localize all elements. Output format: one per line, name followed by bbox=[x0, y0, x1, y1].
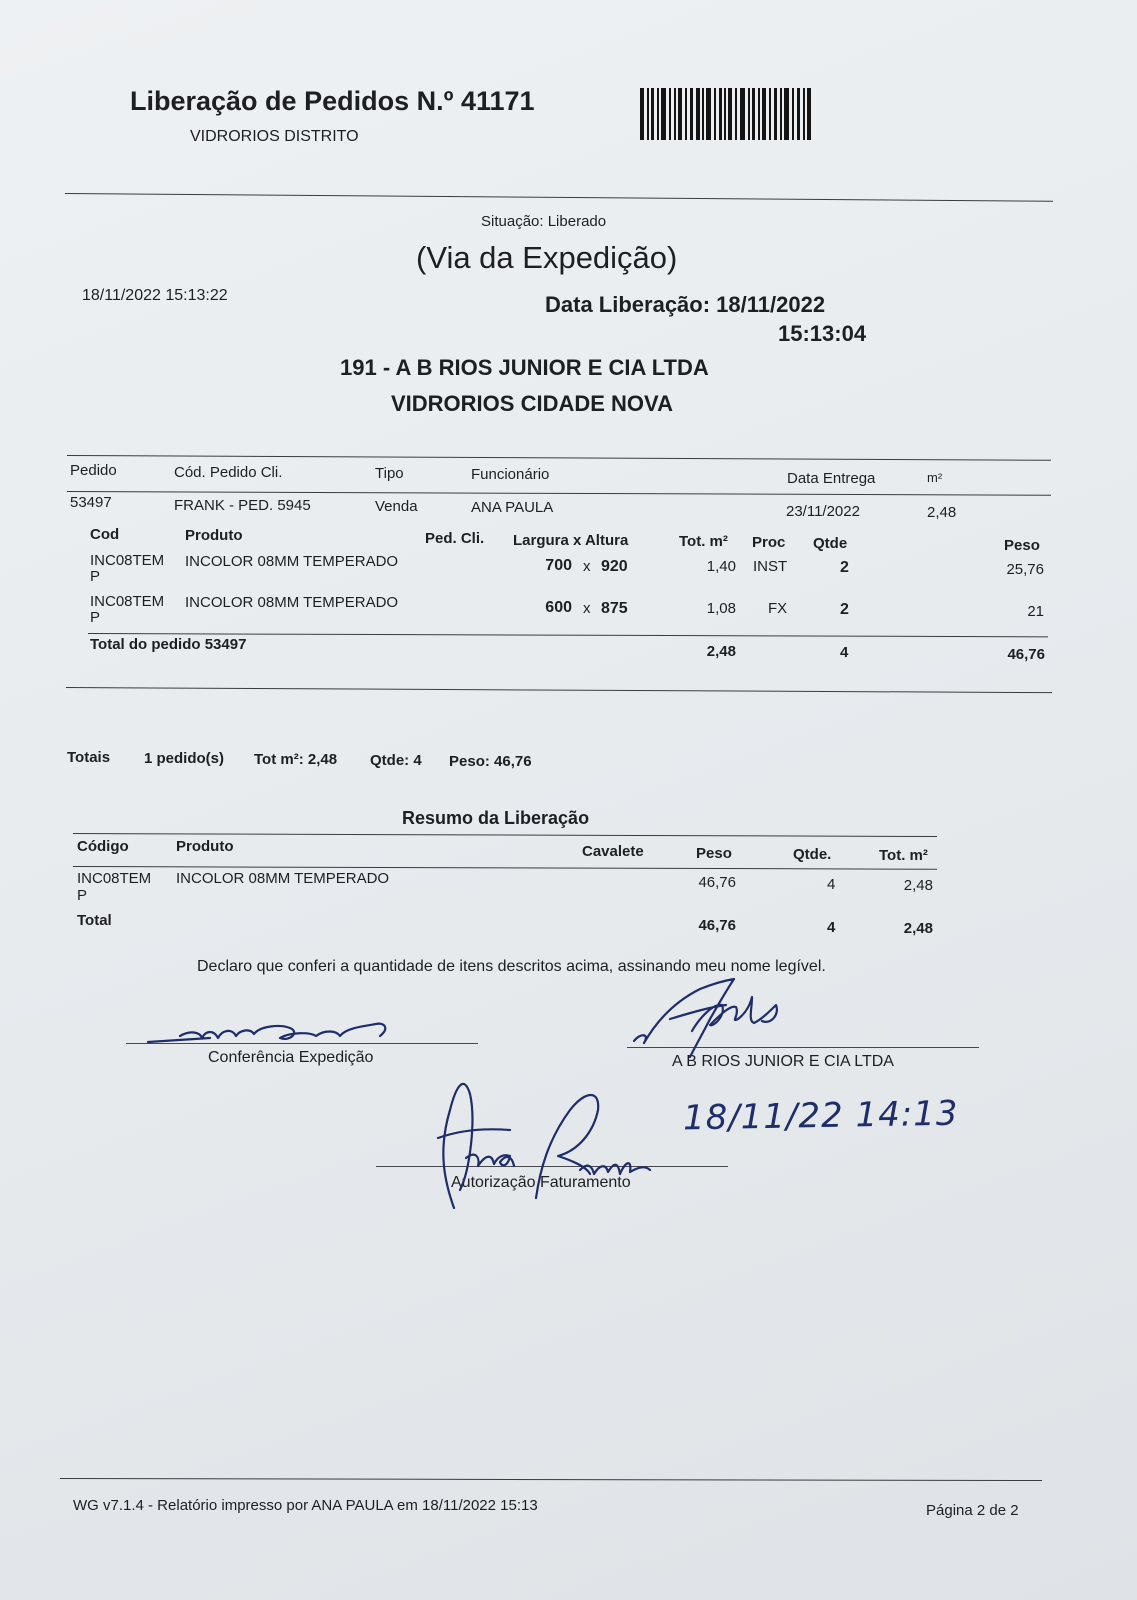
order-header-rule bbox=[67, 491, 1051, 496]
col-funcionario: Funcionário bbox=[471, 466, 550, 483]
item-proc: FX bbox=[768, 600, 788, 617]
item-col-tot-m2: Tot. m² bbox=[679, 533, 728, 550]
item-produto: INCOLOR 08MM TEMPERADO bbox=[185, 553, 399, 570]
item-col-qtde: Qtde bbox=[813, 535, 848, 552]
item-qtde: 2 bbox=[840, 601, 849, 618]
summary-total-peso: 46,76 bbox=[698, 917, 736, 934]
item-col-peso: Peso bbox=[1004, 537, 1040, 554]
item-peso: 21 bbox=[1027, 603, 1044, 620]
document-title: Liberação de Pedidos N.º 41171 bbox=[130, 86, 535, 116]
signature-client bbox=[630, 975, 790, 1059]
situation-label: Situação: Liberado bbox=[481, 213, 607, 230]
item-cod-cont: P bbox=[90, 568, 101, 585]
summary-col-qtde: Qtde. bbox=[793, 846, 832, 863]
summary-codigo: INC08TEM bbox=[77, 870, 152, 887]
summary-codigo-cont: P bbox=[77, 887, 88, 904]
item-col-largura-altura: Largura x Altura bbox=[513, 532, 629, 549]
col-data-entrega: Data Entrega bbox=[787, 470, 876, 487]
footer-page: Página 2 de 2 bbox=[926, 1502, 1019, 1519]
col-m2: m² bbox=[927, 470, 943, 485]
signature-autorizacao bbox=[420, 1070, 660, 1210]
item-cod-cont: P bbox=[90, 609, 101, 626]
order-total-peso: 46,76 bbox=[1007, 646, 1045, 663]
barcode bbox=[640, 88, 812, 140]
item-col-cod: Cod bbox=[90, 526, 120, 543]
signature-label-autorizacao: Autorização Faturamento bbox=[451, 1174, 631, 1191]
company-name: VIDRORIOS DISTRITO bbox=[190, 128, 359, 145]
client-store: VIDRORIOS CIDADE NOVA bbox=[391, 391, 673, 416]
summary-total-tot-m2: 2,48 bbox=[903, 920, 933, 937]
item-altura: 875 bbox=[601, 600, 628, 617]
item-peso: 25,76 bbox=[1006, 561, 1044, 578]
item-largura: 700 bbox=[545, 557, 572, 574]
item-qtde: 2 bbox=[840, 559, 849, 576]
release-time: 15:13:04 bbox=[778, 321, 867, 346]
col-cod-cli: Cód. Pedido Cli. bbox=[174, 464, 283, 481]
order-total-label: Total do pedido 53497 bbox=[90, 636, 247, 653]
signature-conferencia bbox=[140, 1002, 400, 1050]
totals-m2: Tot m²: 2,48 bbox=[254, 751, 338, 768]
order-total-qtde: 4 bbox=[840, 644, 849, 661]
summary-total-label: Total bbox=[77, 912, 112, 929]
item-tot-m2: 1,08 bbox=[706, 600, 736, 617]
order-cod-cli: FRANK - PED. 5945 bbox=[174, 497, 311, 514]
order-table-bottom-rule bbox=[66, 687, 1052, 693]
item-x: x bbox=[583, 558, 591, 575]
totals-peso: Peso: 46,76 bbox=[449, 753, 532, 770]
order-pedido: 53497 bbox=[70, 494, 112, 511]
signature-label-conferencia: Conferência Expedição bbox=[208, 1049, 374, 1066]
summary-tot-m2: 2,48 bbox=[903, 877, 933, 894]
summary-total-qtde: 4 bbox=[827, 919, 836, 936]
summary-produto: INCOLOR 08MM TEMPERADO bbox=[176, 870, 390, 887]
summary-col-cavalete: Cavalete bbox=[582, 843, 644, 860]
footer-rule bbox=[60, 1478, 1042, 1481]
summary-col-peso: Peso bbox=[696, 845, 732, 862]
header-divider bbox=[65, 193, 1053, 202]
client-name: 191 - A B RIOS JUNIOR E CIA LTDA bbox=[340, 355, 709, 380]
item-cod: INC08TEM bbox=[90, 552, 165, 569]
item-col-ped-cli: Ped. Cli. bbox=[425, 530, 485, 547]
item-x: x bbox=[583, 600, 591, 617]
summary-col-codigo: Código bbox=[77, 838, 129, 855]
order-data-entrega: 23/11/2022 bbox=[786, 503, 860, 520]
summary-col-produto: Produto bbox=[176, 838, 234, 855]
via-label: (Via da Expedição) bbox=[416, 240, 678, 275]
declaration-text: Declaro que conferi a quantidade de itens descritos acima, assinando meu nome legível. bbox=[197, 958, 826, 975]
item-tot-m2: 1,40 bbox=[706, 558, 736, 575]
totals-label: Totais bbox=[67, 749, 111, 766]
order-m2: 2,48 bbox=[927, 504, 957, 521]
signature-label-client: A B RIOS JUNIOR E CIA LTDA bbox=[672, 1053, 894, 1070]
order-funcionario: ANA PAULA bbox=[471, 499, 554, 516]
summary-title: Resumo da Liberação bbox=[402, 808, 590, 828]
print-datetime: 18/11/2022 15:13:22 bbox=[82, 287, 228, 304]
handwritten-date: 18/11/22 14:13 bbox=[682, 1093, 959, 1139]
totals-pedidos: 1 pedido(s) bbox=[144, 750, 225, 767]
item-cod: INC08TEM bbox=[90, 593, 165, 610]
summary-peso: 46,76 bbox=[698, 874, 736, 891]
item-col-produto: Produto bbox=[185, 527, 243, 544]
release-date: Data Liberação: 18/11/2022 bbox=[545, 292, 826, 317]
item-altura: 920 bbox=[601, 558, 628, 575]
item-col-proc: Proc bbox=[752, 534, 786, 551]
col-pedido: Pedido bbox=[70, 462, 117, 479]
order-tipo: Venda bbox=[375, 498, 418, 515]
summary-col-tot-m2: Tot. m² bbox=[879, 847, 928, 864]
order-total-m2: 2,48 bbox=[706, 643, 736, 660]
col-tipo: Tipo bbox=[375, 465, 404, 482]
footer-report: WG v7.1.4 - Relatório impresso por ANA PAULA em 18/11/2022 15:13 bbox=[73, 1497, 538, 1514]
summary-top-rule bbox=[73, 833, 937, 837]
order-table-top-rule bbox=[67, 455, 1051, 461]
item-proc: INST bbox=[753, 558, 788, 575]
item-largura: 600 bbox=[545, 599, 572, 616]
summary-qtde: 4 bbox=[827, 876, 836, 893]
totals-qtde: Qtde: 4 bbox=[370, 752, 422, 769]
item-produto: INCOLOR 08MM TEMPERADO bbox=[185, 594, 399, 611]
